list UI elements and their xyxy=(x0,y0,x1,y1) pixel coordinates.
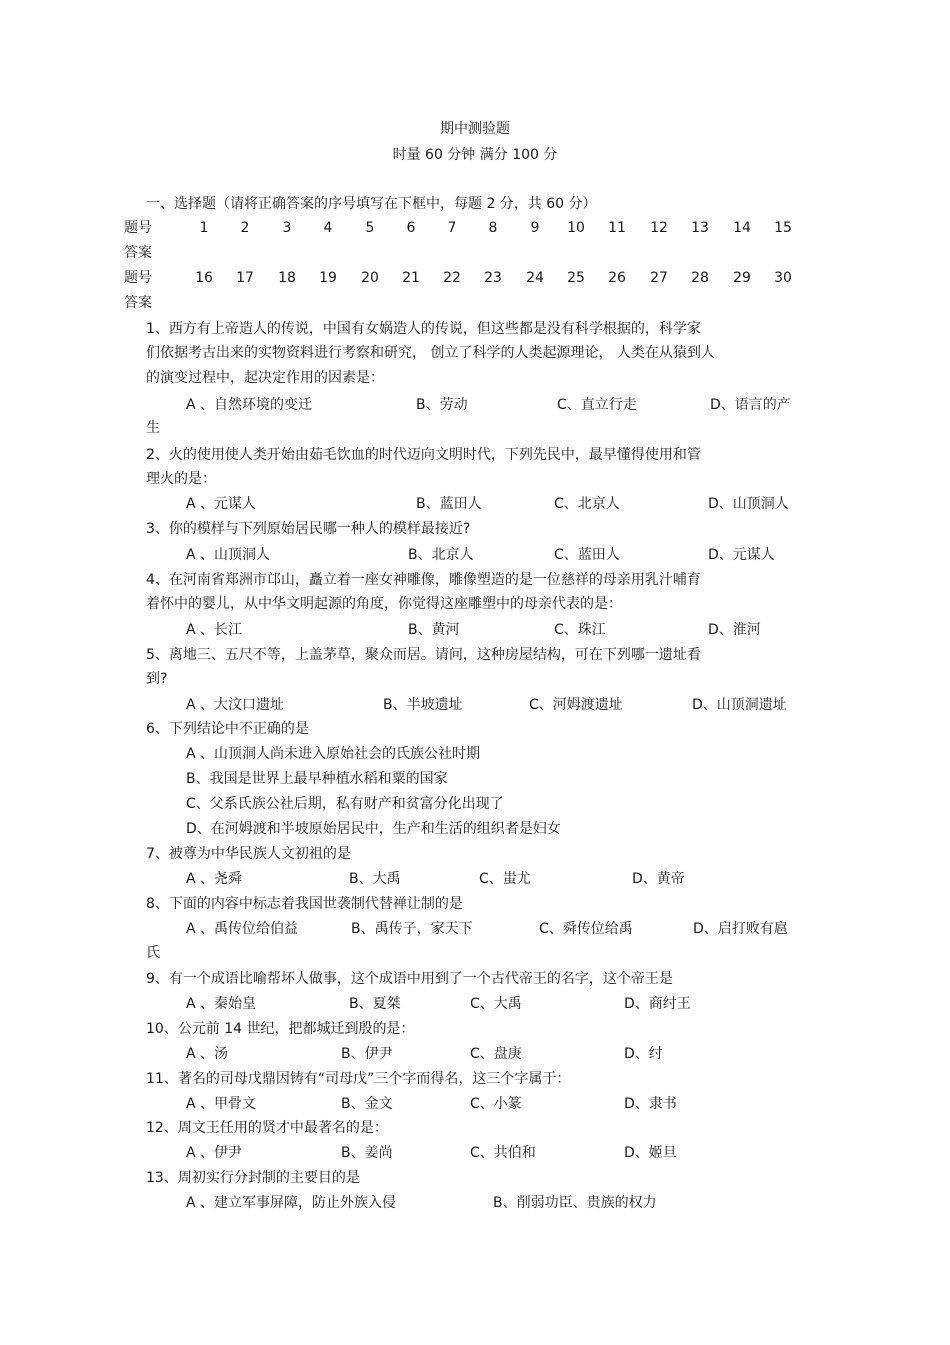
option: D、在河姆渡和半坡原始居民中，生产和生活的组织者是妇女 xyxy=(186,821,561,837)
question-text: 11、著名的司母戊鼎因铸有“司母戊”三个字而得名，这三个字属于： xyxy=(146,1071,571,1087)
question-text: 10、公元前 14 世纪，把都城迁到殷的是： xyxy=(146,1021,415,1037)
grid-cell: 28 xyxy=(691,270,709,286)
question-text: 3、你的模样与下列原始居民哪一种人的模样最接近? xyxy=(146,521,471,537)
option: A 、山顶洞人尚未进入原始社会的氏族公社时期 xyxy=(186,746,481,762)
grid-cell: 17 xyxy=(236,270,254,286)
option: D、商纣王 xyxy=(624,996,691,1012)
option: D、黄帝 xyxy=(632,871,685,887)
option: C、珠江 xyxy=(554,622,606,638)
option: B、蓝田人 xyxy=(416,496,482,512)
grid-label-answer: 答案 xyxy=(124,245,152,261)
option: C、蓝田人 xyxy=(554,547,620,563)
question-text: 8、下面的内容中标志着我国世袭制代替禅让制的是 xyxy=(146,896,463,912)
grid-cell: 5 xyxy=(365,220,375,236)
option: C、大禹 xyxy=(470,996,522,1012)
option: A 、元谋人 xyxy=(186,496,257,512)
grid-cell: 6 xyxy=(406,220,416,236)
section-heading: 一、选择题（请将正确答案的序号填写在下框中，每题 2 分，共 60 分） xyxy=(146,196,597,212)
option: A 、长江 xyxy=(186,622,243,638)
option: A 、山顶洞人 xyxy=(186,547,271,563)
grid-cell: 14 xyxy=(733,220,751,236)
option: B、姜尚 xyxy=(341,1145,393,1161)
option: D、元谋人 xyxy=(708,547,775,563)
option: C、舜传位给禹 xyxy=(539,921,633,937)
grid-cell: 21 xyxy=(402,270,420,286)
option: A 、秦始皇 xyxy=(186,996,257,1012)
grid-cell: 16 xyxy=(195,270,213,286)
grid-cell: 1 xyxy=(199,220,209,236)
page-title: 期中测验题 xyxy=(440,121,510,137)
grid-label-answer: 答案 xyxy=(124,295,152,311)
question-text: 理火的是： xyxy=(146,471,216,487)
option-wrap: 氏 xyxy=(146,945,160,961)
question-text: 5、离地三、五尺不等，上盖茅草，聚众而居。请问，这种房屋结构，可在下列哪一遗址看 xyxy=(146,647,701,663)
option: D、语言的产 xyxy=(710,397,791,413)
question-text: 7、被尊为中华民族人文初祖的是 xyxy=(146,846,351,862)
grid-cell: 20 xyxy=(361,270,379,286)
option: B、黄河 xyxy=(408,622,460,638)
option: A 、禹传位给伯益 xyxy=(186,921,299,937)
option: A 、汤 xyxy=(186,1046,229,1062)
option-wrap: 生 xyxy=(146,420,160,436)
grid-cell: 13 xyxy=(691,220,709,236)
option: C、直立行走 xyxy=(557,397,637,413)
question-text: 1、西方有上帝造人的传说，中国有女娲造人的传说，但这些都是没有科学根据的，科学家 xyxy=(146,321,701,337)
question-text: 着怀中的婴儿，从中华文明起源的角度，你觉得这座雕塑中的母亲代表的是： xyxy=(146,596,622,612)
question-text: 4、在河南省郑洲市邙山，矗立着一座女神雕像，雕像塑造的是一位慈祥的母亲用乳汁哺育 xyxy=(146,572,701,588)
grid-label-number: 题号 xyxy=(124,220,152,236)
option: B、伊尹 xyxy=(341,1046,393,1062)
question-text: 9、有一个成语比喻帮坏人做事，这个成语中用到了一个古代帝王的名字，这个帝王是 xyxy=(146,971,673,987)
option: B、削弱功臣、贵族的权力 xyxy=(493,1195,657,1211)
option: D、山顶洞人 xyxy=(708,496,789,512)
grid-cell: 18 xyxy=(278,270,296,286)
grid-cell: 24 xyxy=(526,270,544,286)
question-text: 6、下列结论中不正确的是 xyxy=(146,721,309,737)
option: B、金文 xyxy=(341,1096,393,1112)
option: B、北京人 xyxy=(408,547,474,563)
option: C、河姆渡遗址 xyxy=(529,697,623,713)
option: B、我国是世界上最早种植水稻和粟的国家 xyxy=(186,771,448,787)
grid-cell: 12 xyxy=(650,220,668,236)
grid-cell: 27 xyxy=(650,270,668,286)
grid-cell: 2 xyxy=(240,220,250,236)
option: C、盘庚 xyxy=(470,1046,522,1062)
grid-cell: 15 xyxy=(774,220,792,236)
option: D、姬旦 xyxy=(624,1145,677,1161)
option: C、小篆 xyxy=(470,1096,522,1112)
option: B、半坡遗址 xyxy=(383,697,463,713)
question-text: 2、火的使用使人类开始由茹毛饮血的时代迈向文明时代，下列先民中，最早懂得使用和管 xyxy=(146,447,701,463)
grid-cell: 29 xyxy=(733,270,751,286)
option: D、隶书 xyxy=(624,1096,677,1112)
question-text: 们依据考古出来的实物资料进行考察和研究， 创立了科学的人类起源理论， 人类在从猿到人 xyxy=(146,345,715,361)
option: A 、大汶口遗址 xyxy=(186,697,285,713)
option: A 、尧舜 xyxy=(186,871,243,887)
option: B、禹传子，家天下 xyxy=(351,921,473,937)
option: C、蚩尤 xyxy=(479,871,531,887)
option: A 、甲骨文 xyxy=(186,1096,257,1112)
option: B、劳动 xyxy=(416,397,468,413)
option: D、纣 xyxy=(624,1046,663,1062)
option: B、大禹 xyxy=(349,871,401,887)
option: C、共伯和 xyxy=(470,1145,536,1161)
question-text: 到? xyxy=(146,671,168,687)
option: C、北京人 xyxy=(554,496,620,512)
option: B、夏桀 xyxy=(349,996,401,1012)
grid-cell: 8 xyxy=(488,220,498,236)
grid-cell: 26 xyxy=(608,270,626,286)
question-text: 的演变过程中，起决定作用的因素是： xyxy=(146,370,384,386)
question-text: 13、周初实行分封制的主要目的是 xyxy=(146,1170,360,1186)
grid-cell: 10 xyxy=(567,220,585,236)
option: A 、伊尹 xyxy=(186,1145,243,1161)
option: D、启打败有扈 xyxy=(693,921,788,937)
grid-cell: 11 xyxy=(608,220,626,236)
option: D、山顶洞遗址 xyxy=(692,697,787,713)
page-subtitle: 时量 60 分钟 满分 100 分 xyxy=(392,147,558,163)
grid-cell: 23 xyxy=(484,270,502,286)
grid-cell: 7 xyxy=(447,220,457,236)
grid-cell: 19 xyxy=(319,270,337,286)
option: A 、建立军事屏障，防止外族入侵 xyxy=(186,1195,397,1211)
grid-cell: 9 xyxy=(530,220,540,236)
question-text: 12、周文王任用的贤才中最著名的是： xyxy=(146,1120,388,1136)
grid-cell: 3 xyxy=(282,220,292,236)
grid-cell: 4 xyxy=(323,220,333,236)
grid-cell: 25 xyxy=(567,270,585,286)
grid-cell: 30 xyxy=(774,270,792,286)
option: A 、自然环境的变迁 xyxy=(186,397,313,413)
option: C、父系氏族公社后期，私有财产和贫富分化出现了 xyxy=(186,796,504,812)
grid-cell: 22 xyxy=(443,270,461,286)
grid-label-number: 题号 xyxy=(124,270,152,286)
option: D、淮河 xyxy=(708,622,761,638)
